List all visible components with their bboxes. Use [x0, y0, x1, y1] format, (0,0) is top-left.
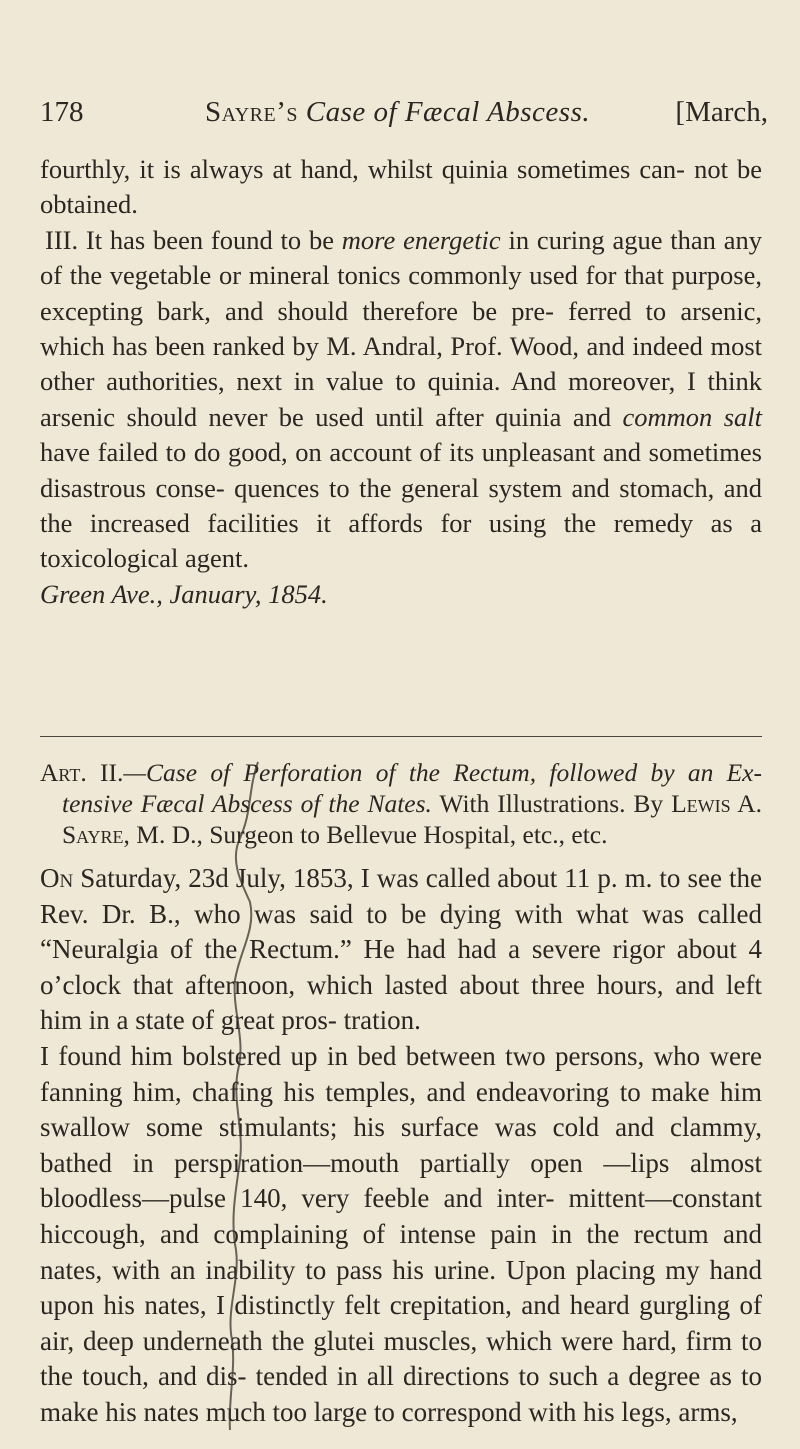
section-divider	[40, 736, 762, 737]
opening-word: On	[40, 863, 74, 893]
narrative-paragraph	[40, 861, 762, 1039]
running-title	[205, 96, 590, 129]
text-run: have failed to do good, on account of its unpleasant and sometimes disastrous conse- quences to the general system and stomach, and the increased facilities it affords for using the remedy as a toxicological agent.	[40, 437, 762, 574]
article-author-affiliation: Surgeon to Bellevue Hospital, etc., etc.	[202, 820, 608, 849]
body-paragraph	[40, 223, 762, 577]
previous-article-end	[40, 152, 762, 612]
text-run: III. It has been found to be	[45, 224, 342, 255]
running-title-author: Sayre’s	[205, 96, 299, 128]
article-title: —Case of Perforation of the Rectum, followed by an Ex- tensive Fæcal Abscess of the Nates.	[62, 758, 762, 818]
case-narrative	[40, 861, 762, 1431]
running-date: [March,	[675, 96, 768, 128]
article-heading	[40, 757, 762, 850]
page-number: 178	[40, 96, 84, 128]
article-title-rest: With Illustrations. By	[431, 789, 672, 818]
body-paragraph: fourthly, it is always at hand, whilst quinia sometimes can- not be obtained.	[40, 154, 762, 220]
text-run: in curing ague than any of the vegetable or mineral tonics commonly used for that purpose, excepting bark, and should therefore be pre- ferred to arsenic, which has been ranked by M. Andral, Prof. Wood, and indeed most other authorities, next in value to quinia. And moreover, I think arsenic should never be used until after quinia and	[40, 224, 762, 432]
article-heading-text	[40, 757, 762, 850]
italic-run: common salt	[622, 401, 762, 432]
article-label: Art. II.	[40, 758, 124, 787]
signoff-text: Green Ave., January, 1854.	[40, 578, 328, 609]
running-header	[40, 96, 768, 136]
italic-run: more energetic	[341, 224, 501, 255]
narrative-paragraph: I found him bolstered up in bed between two persons, who were fanning him, chafing his temples, and endeavoring to make him swallow some stimulants; his surface was cold and clammy, bathed in perspiration—mouth partially open —lips almost bloodless—pulse 140, very feeble and inter- mittent—constant hiccough, and complaining of intense pain in the rectum and nates, with an inability to pass his urine. Upon placing my hand upon his nates, I distinctly felt crepitation, and heard gurgling of air, deep underneath the glutei muscles, which were hard, firm to the touch, and dis- tended in all directions to such a degree as to make his nates much too large to correspond with his legs, arms,	[40, 1040, 762, 1427]
signoff	[40, 577, 762, 612]
running-title-italic: Case of Fæcal Abscess.	[305, 96, 591, 128]
article-author: Lewis A. Sayre, M. D.,	[62, 789, 762, 849]
text-run: Saturday, 23d July, 1853, I was called about 11 p. m. to see the Rev. Dr. B., who was said to be dying with what was called “Neuralgia of the Rectum.” He had had a severe rigor about 4 o’clock that afternoon, which lasted about three hours, and left him in a state of great pros- tration.	[40, 863, 762, 1036]
